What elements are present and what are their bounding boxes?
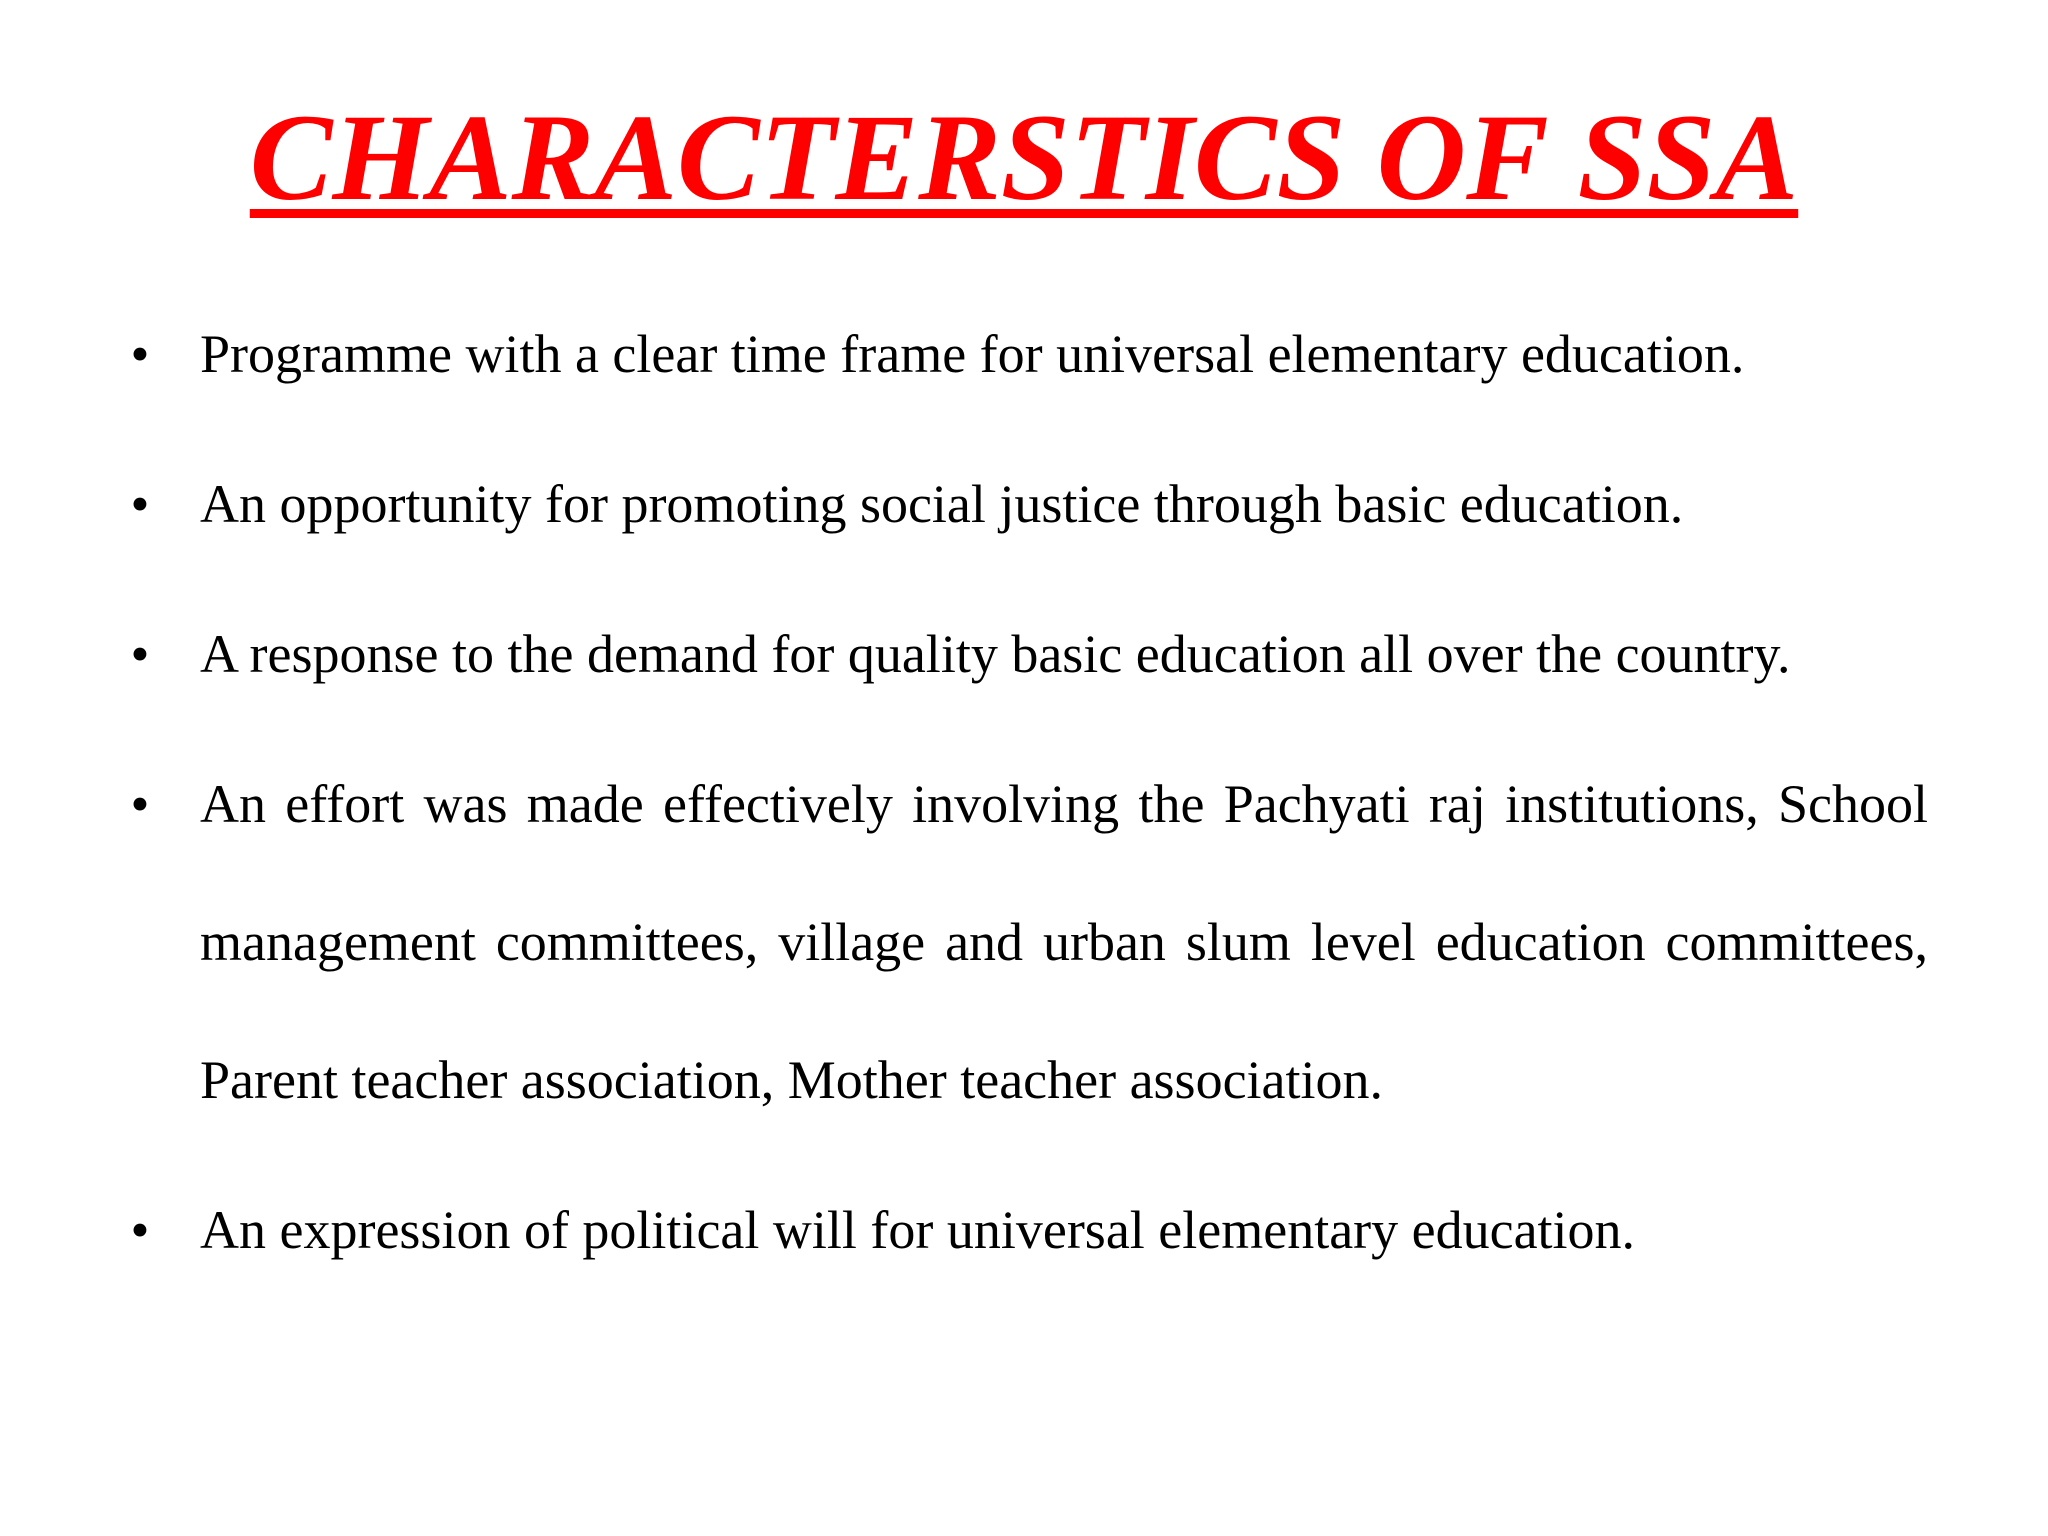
bullet-icon: • [130,474,150,534]
bullet-icon: • [130,324,150,384]
slide-title: CHARACTERSTICS OF SSA [249,89,1799,226]
bullet-text: Programme with a clear time frame for universal elementary education. [200,324,1745,384]
bullet-item [130,735,1928,1149]
bullet-text: An effort was made effectively involving the Pachyati raj institutions, School management committees, village and urban slum level education committees, Parent teacher association, Mother teacher association. [200,774,1928,1110]
bullet-text: An expression of political will for universal elementary education. [200,1200,1636,1260]
bullet-item [130,285,1928,423]
bullet-item [130,1161,1928,1299]
bullet-icon: • [130,1200,150,1260]
bullet-text: An opportunity for promoting social justice through basic education. [200,474,1684,534]
bullet-icon: • [130,774,150,834]
bullet-item [130,435,1928,573]
bullet-text: A response to the demand for quality basic education all over the country. [200,624,1791,684]
bullet-icon: • [130,624,150,684]
bullet-item [130,585,1928,723]
